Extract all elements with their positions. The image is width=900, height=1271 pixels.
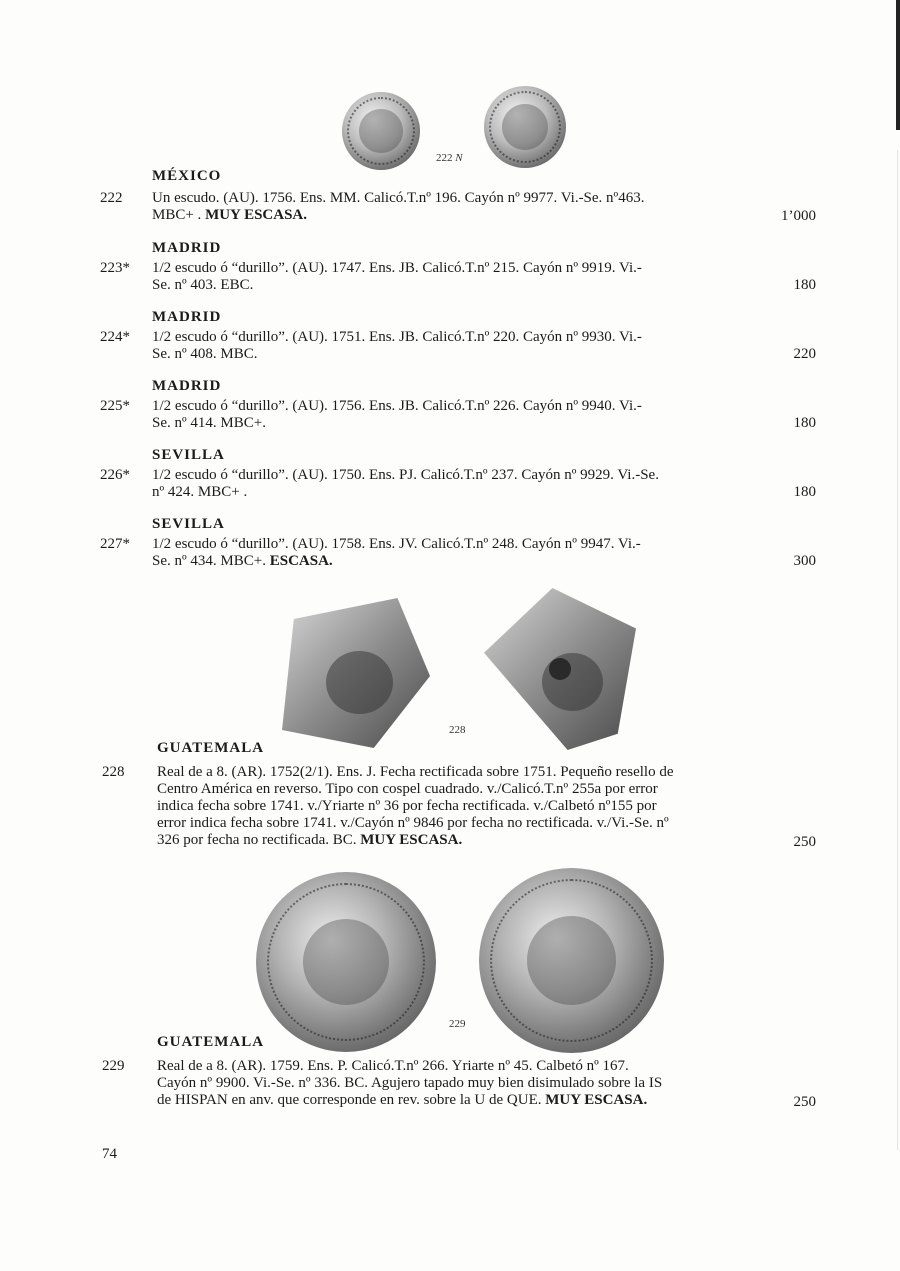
mint-heading: GUATEMALA bbox=[157, 740, 265, 756]
desc-line: Centro América en reverso. Tipo con cospel cuadrado. v./Calicó.T.nº 255a por error bbox=[157, 781, 658, 797]
lot-number: 226* bbox=[100, 467, 130, 483]
figure-caption: 222 N bbox=[436, 152, 463, 164]
mint-heading: GUATEMALA bbox=[157, 1034, 265, 1050]
lot-number: 228 bbox=[102, 764, 125, 780]
page-edge-shadow bbox=[897, 150, 898, 1150]
lot-description bbox=[152, 398, 764, 432]
lot-price: 180 bbox=[793, 277, 816, 293]
lot-number: 225* bbox=[100, 398, 130, 414]
desc-line: 1/2 escudo ó “durillo”. (AU). 1747. Ens. JB. Calicó.T.nº 215. Cayón nº 9919. Vi.- bbox=[152, 260, 642, 276]
mint-heading: MÉXICO bbox=[152, 168, 222, 184]
desc-line: indica fecha sobre 1741. v./Yriarte nº 36 por fecha rectificada. v./Calbetó nº155 por bbox=[157, 798, 657, 814]
desc-line: 1/2 escudo ó “durillo”. (AU). 1751. Ens. JB. Calicó.T.nº 220. Cayón nº 9930. Vi.- bbox=[152, 329, 642, 345]
page-number: 74 bbox=[102, 1146, 117, 1162]
lot-price: 250 bbox=[793, 1094, 816, 1110]
mint-heading: MADRID bbox=[152, 240, 222, 256]
lot-number: 223* bbox=[100, 260, 130, 276]
coin-obverse-image bbox=[342, 92, 420, 170]
desc-line: Se. nº 403. EBC. bbox=[152, 277, 254, 293]
lot-number: 222 bbox=[100, 190, 123, 206]
lot-price: 180 bbox=[793, 415, 816, 431]
lot-description bbox=[152, 536, 764, 570]
lot-description bbox=[152, 467, 764, 501]
lot-description bbox=[157, 764, 775, 849]
desc-line: 1/2 escudo ó “durillo”. (AU). 1758. Ens. JV. Calicó.T.nº 248. Cayón nº 9947. Vi.- bbox=[152, 536, 641, 552]
lot-description bbox=[157, 1058, 775, 1109]
lot-price: 250 bbox=[793, 834, 816, 850]
desc-line: Real de a 8. (AR). 1752(2/1). Ens. J. Fecha rectificada sobre 1751. Pequeño resello de bbox=[157, 764, 674, 780]
figure-caption: 228 bbox=[449, 724, 466, 736]
countermark-image bbox=[549, 658, 571, 680]
coin-reverse-image bbox=[484, 86, 566, 168]
lot-number: 227* bbox=[100, 536, 130, 552]
lot-price: 1’000 bbox=[781, 208, 816, 224]
cob-coin-obverse-image bbox=[282, 598, 430, 748]
desc-line: Real de a 8. (AR). 1759. Ens. P. Calicó.T.nº 266. Yriarte nº 45. Calbetó nº 167. bbox=[157, 1058, 629, 1074]
pillar-dollar-obverse-image bbox=[256, 872, 436, 1052]
lot-description bbox=[152, 329, 764, 363]
mint-heading: SEVILLA bbox=[152, 516, 225, 532]
pillar-dollar-reverse-image bbox=[479, 868, 664, 1053]
desc-line: 326 por fecha no rectificada. BC. MUY ESCASA. bbox=[157, 832, 463, 848]
desc-line: 1/2 escudo ó “durillo”. (AU). 1756. Ens. JB. Calicó.T.nº 226. Cayón nº 9940. Vi.- bbox=[152, 398, 642, 414]
cob-coin-reverse-image bbox=[484, 588, 636, 750]
lot-description bbox=[152, 260, 764, 294]
mint-heading: SEVILLA bbox=[152, 447, 225, 463]
desc-line: de HISPAN en anv. que corresponde en rev. sobre la U de QUE. MUY ESCASA. bbox=[157, 1092, 648, 1108]
mint-heading: MADRID bbox=[152, 309, 222, 325]
lot-price: 300 bbox=[793, 553, 816, 569]
desc-line: Se. nº 414. MBC+. bbox=[152, 415, 266, 431]
lot-number: 224* bbox=[100, 329, 130, 345]
lot-price: 180 bbox=[793, 484, 816, 500]
desc-line: Se. nº 408. MBC. bbox=[152, 346, 258, 362]
desc-line: Un escudo. (AU). 1756. Ens. MM. Calicó.T.nº 196. Cayón nº 9977. Vi.-Se. nº463. bbox=[152, 190, 645, 206]
lot-description bbox=[152, 190, 764, 224]
desc-line: Cayón nº 9900. Vi.-Se. nº 336. BC. Agujero tapado muy bien disimulado sobre la IS bbox=[157, 1075, 663, 1091]
page-edge-rule bbox=[896, 0, 900, 130]
mint-heading: MADRID bbox=[152, 378, 222, 394]
desc-line: Se. nº 434. MBC+. ESCASA. bbox=[152, 553, 333, 569]
lot-price: 220 bbox=[793, 346, 816, 362]
lot-number: 229 bbox=[102, 1058, 125, 1074]
figure-caption: 229 bbox=[449, 1018, 466, 1030]
desc-line: 1/2 escudo ó “durillo”. (AU). 1750. Ens. PJ. Calicó.T.nº 237. Cayón nº 9929. Vi.-Se. bbox=[152, 467, 659, 483]
desc-line: error indica fecha sobre 1741. v./Cayón nº 9846 por fecha no rectificada. v./Vi.-Se. nº bbox=[157, 815, 669, 831]
desc-line: MBC+ . MUY ESCASA. bbox=[152, 207, 308, 223]
desc-line: nº 424. MBC+ . bbox=[152, 484, 248, 500]
